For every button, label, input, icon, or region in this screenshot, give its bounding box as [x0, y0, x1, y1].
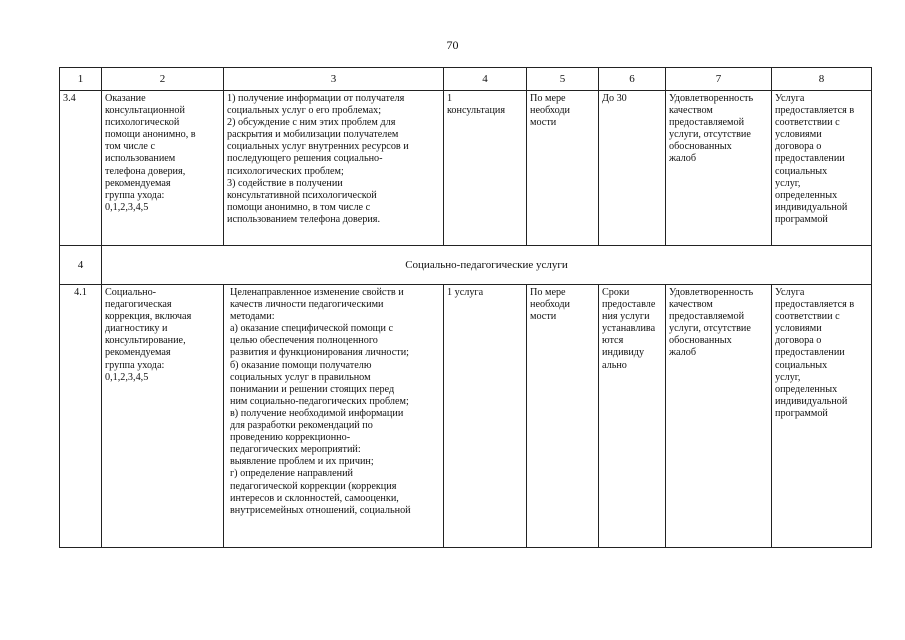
- header-cell-5: 5: [527, 68, 599, 91]
- service-quality: Удовлетворенность качеством предоставляемой услуги, отсутствие обоснованных жалоб: [666, 285, 772, 548]
- service-content: 1) получение информации от получателя социальных услуг о его проблемах; 2) обсуждение с ним этих проблем для раскрытия и мобилизации получателем социальных услуг внутренних ресурсов и последующего решения социально- психологических проблем; 3) содействие в получении консультативной психологической помощи анонимно, в том числе с использованием телефона доверия.: [224, 91, 444, 246]
- header-cell-7: 7: [666, 68, 772, 91]
- service-volume: 1 услуга: [444, 285, 527, 548]
- header-cell-8: 8: [772, 68, 872, 91]
- row-number: 4.1: [60, 285, 102, 548]
- service-term: До 30: [599, 91, 666, 246]
- table-row: [60, 91, 872, 246]
- service-periodicity: По мере необходи мости: [527, 285, 599, 548]
- service-conditions: Услуга предоставляется в соответствии с условиями договора о предоставлении социальных услуг, определенных индивидуальной программой: [772, 285, 872, 548]
- header-row: [60, 68, 872, 91]
- service-term: Сроки предоставле ния услуги устанавлива ются индивиду ально: [599, 285, 666, 548]
- header-cell-1: 1: [60, 68, 102, 91]
- header-cell-2: 2: [102, 68, 224, 91]
- service-content: Целенаправленное изменение свойств и качеств личности педагогическими методами: а) оказание специфической помощи с целью обеспечения полноценного развития и функционирования личности; б) оказание помощи получателю социальных услуг в правильном понимании и решении стоящих перед ним социально-педагогических проблем; в) получение необходимой информации для разработки рекомендаций по проведению коррекционно- педагогических мероприятий: выявление проблем и их причин; г) определение направлений педагогической коррекции (коррекция интересов и склонностей, самооценки, внутрисемейных отношений, социальной: [224, 285, 444, 548]
- services-table: [59, 67, 872, 548]
- section-row: [60, 246, 872, 285]
- header-cell-6: 6: [599, 68, 666, 91]
- section-number: 4: [60, 246, 102, 285]
- service-volume: 1 консультация: [444, 91, 527, 246]
- page-number: 70: [446, 38, 459, 52]
- service-quality: Удовлетворенность качеством предоставляемой услуги, отсутствие обоснованных жалоб: [666, 91, 772, 246]
- section-title: Социально-педагогические услуги: [102, 246, 872, 285]
- service-periodicity: По мере необходи мости: [527, 91, 599, 246]
- service-name: Социально- педагогическая коррекция, включая диагностику и консультирование, рекомендуемая группа ухода: 0,1,2,3,4,5: [102, 285, 224, 548]
- header-cell-3: 3: [224, 68, 444, 91]
- service-conditions: Услуга предоставляется в соответствии с условиями договора о предоставлении социальных услуг, определенных индивидуальной программой: [772, 91, 872, 246]
- table-row: [60, 285, 872, 548]
- header-cell-4: 4: [444, 68, 527, 91]
- row-number: 3.4: [60, 91, 102, 246]
- service-name: Оказание консультационной психологической помощи анонимно, в том числе с использованием телефона доверия, рекомендуемая группа ухода: 0,1,2,3,4,5: [102, 91, 224, 246]
